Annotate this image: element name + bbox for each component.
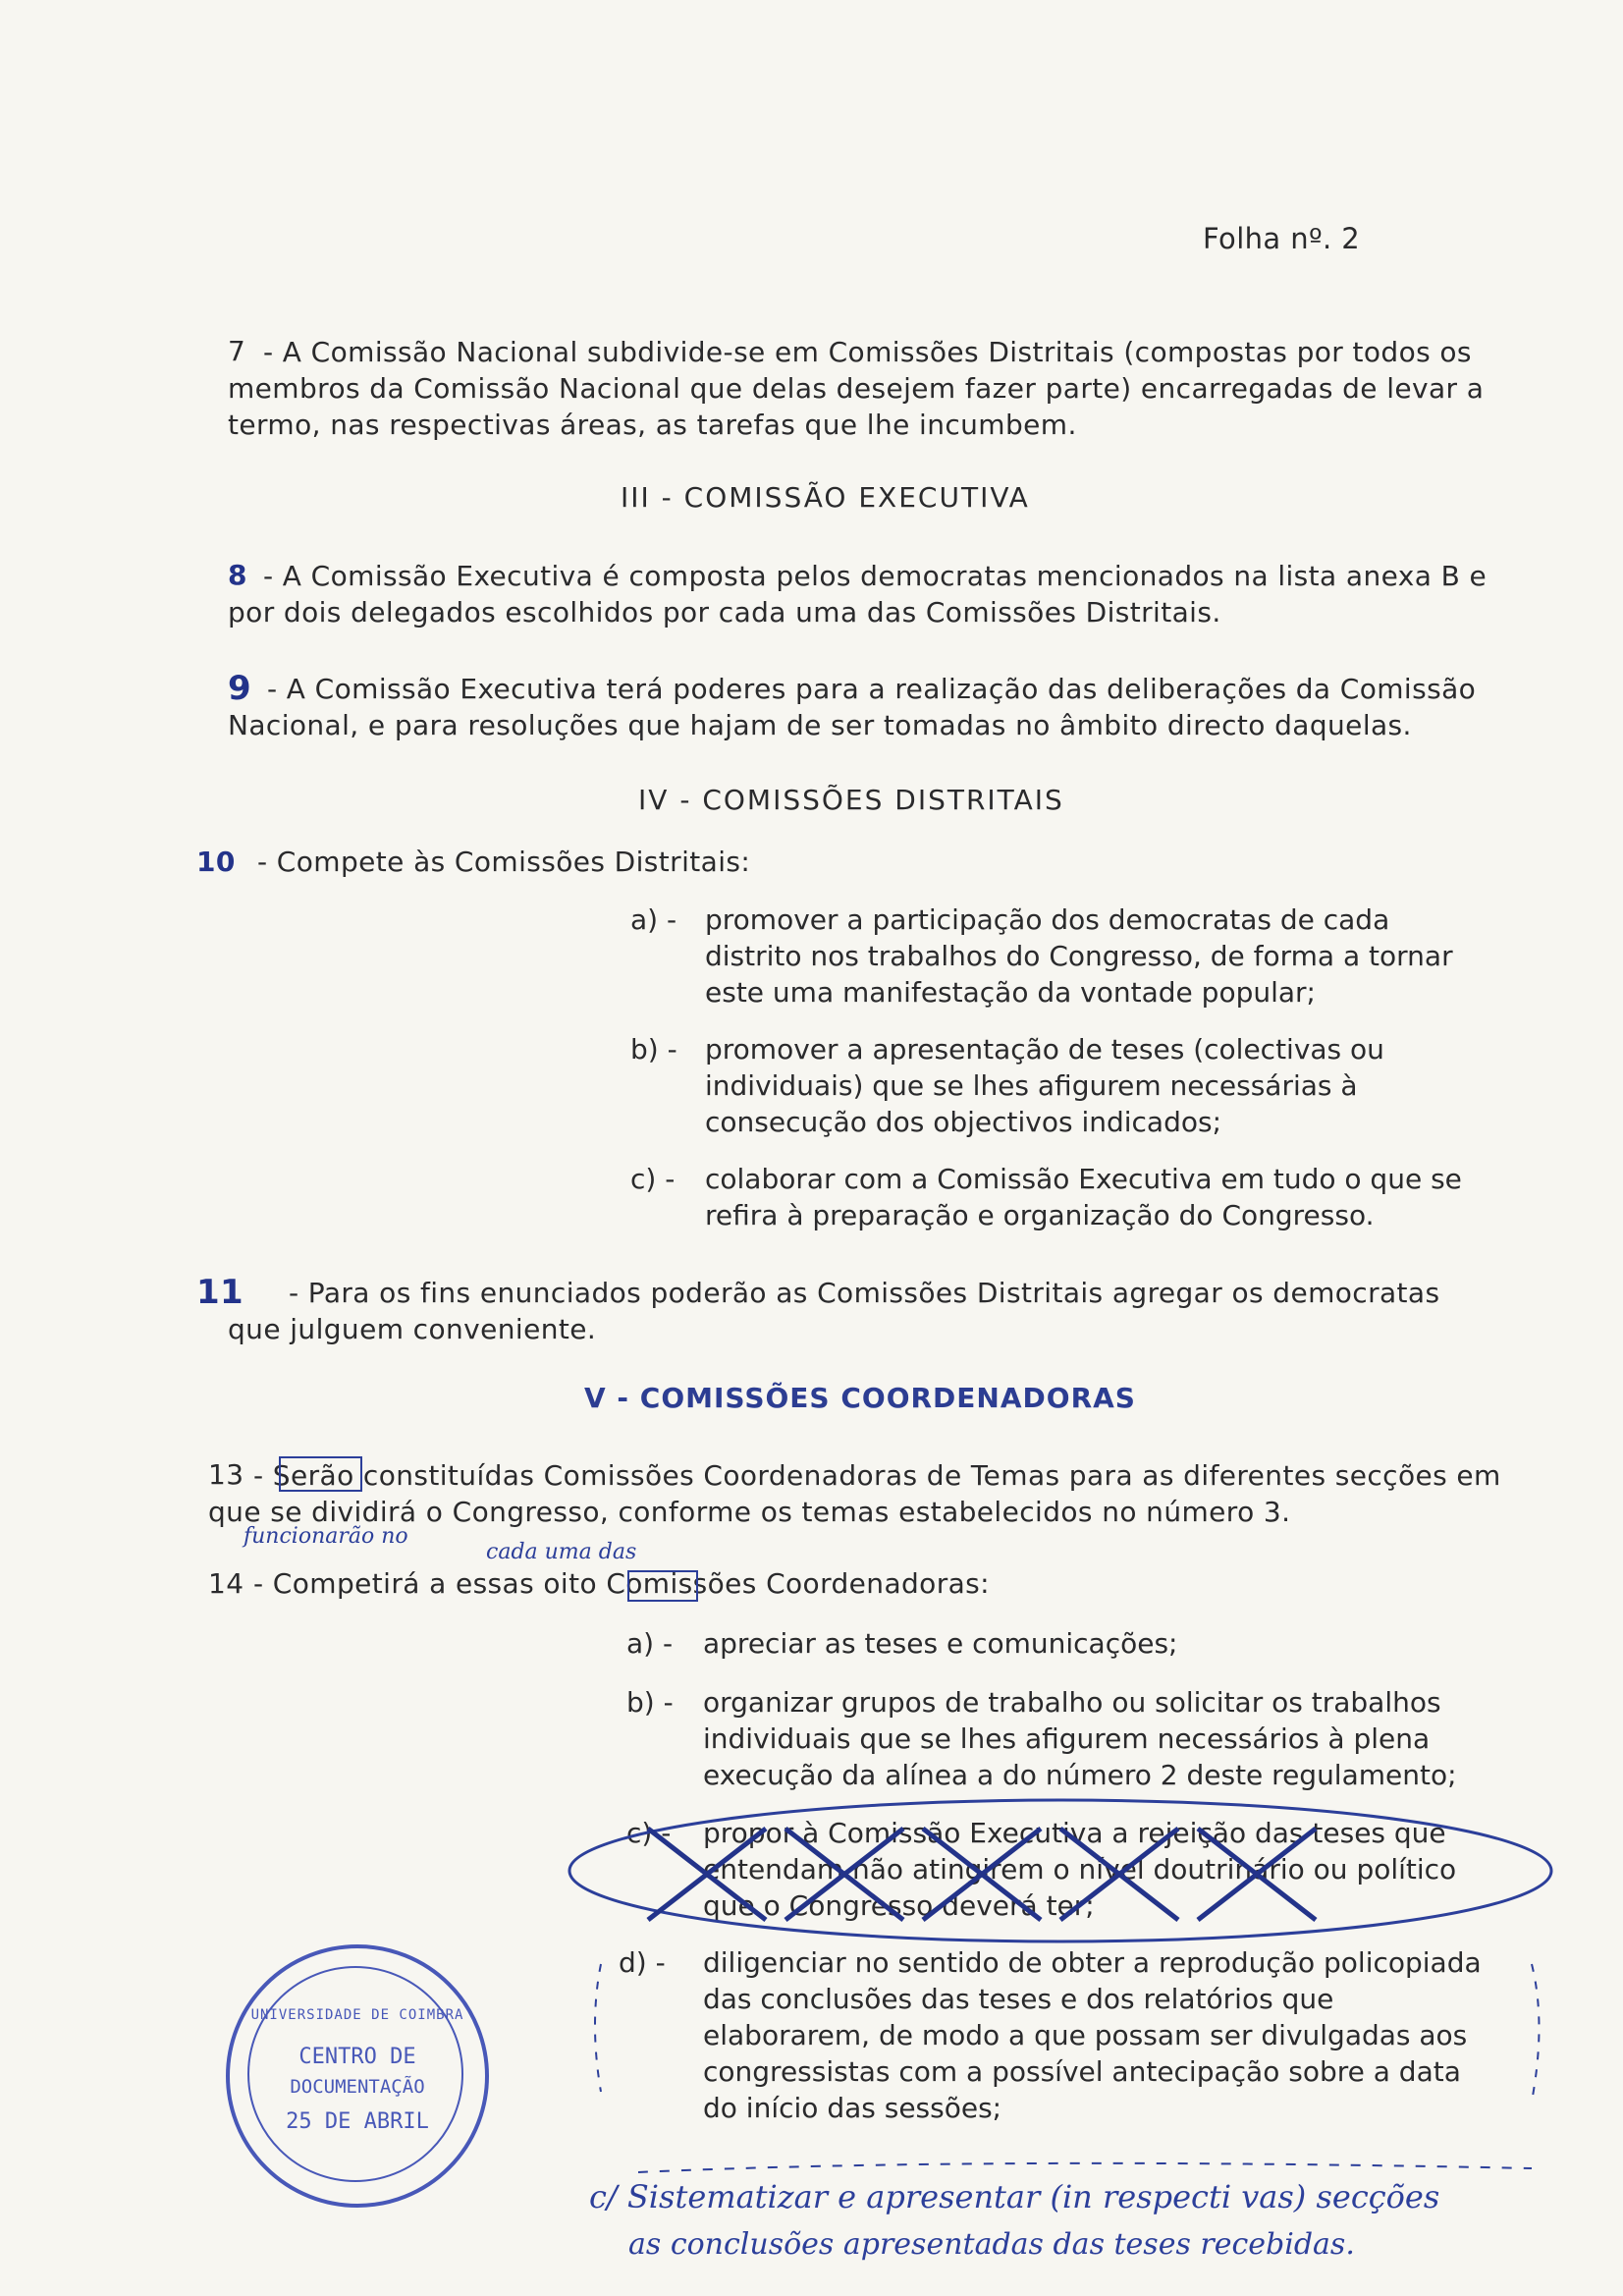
section-14-item-d-text: diligenciar no sentido de obter a reprodução policopiada das conclusões das teses e dos relatórios que elaborarem, de modo a que possam ser divulgadas aos congressistas com a possível antecipação sobre a data do início das sessões; [703,1946,1482,2124]
section-10-item-a-label: a) - [630,903,677,936]
section-14-item-c-label: c) - [626,1817,672,1849]
strike-cross-marks [648,1829,1316,1920]
box-mark-14 [628,1571,697,1601]
heading-comissoes-distritais: IV - COMISSÕES DISTRITAIS [638,784,1064,816]
heading-comissoes-coordenadoras: V - COMISSÕES COORDENADORAS [584,1382,1136,1414]
section-7-number: 7 [228,335,246,367]
handwritten-cada-uma-das: cada uma das [486,1540,637,1564]
stamp-ring-text: UNIVERSIDADE DE COIMBRA [250,2007,464,2023]
section-11-number: 11 [196,1273,244,1312]
handwritten-funcionarao: funcionarão no [243,1524,408,1549]
section-10-intro: - Compete às Comissões Distritais: [257,846,751,878]
section-14-item-c-text: propor à Comissão Executiva a rejeição das teses que entendam não atingirem o nível doutrinário ou político que o Congresso deverá ter; [703,1817,1457,1922]
section-14-item-a-label: a) - [626,1627,674,1660]
section-7-text: - A Comissão Nacional subdivide-se em Comissões Distritais (compostas por todos os membros da Comissão Nacional que delas desejem fazer parte) encarregadas de levar a termo, nas respectivas áreas, as tarefas que lhe incumbem. [228,336,1485,441]
stamp-line-3: 25 DE ABRIL [286,2109,429,2134]
heading-comissao-executiva: III - COMISSÃO EXECUTIVA [621,481,1030,514]
section-10-item-c-text: colaborar com a Comissão Executiva em tudo o que se refira à preparação e organização do Congresso. [705,1163,1462,1231]
section-8-text: - A Comissão Executiva é composta pelos democratas mencionados na lista anexa B e por dois delegados escolhidos por cada uma das Comissões Distritais. [228,560,1488,629]
stamp-line-2: DOCUMENTAÇÃO [290,2076,425,2098]
section-10-item-b-label: b) - [630,1033,677,1066]
section-14-item-b-label: b) - [626,1686,674,1719]
section-10-item-a-text: promover a participação dos democratas de cada distrito nos trabalhos do Congresso, de forma a tornar este uma manifestação da vontade popular; [705,903,1453,1009]
handwritten-bottom-line-2: as conclusões apresentadas das teses recebidas. [628,2227,1355,2262]
section-9-text: - A Comissão Executiva terá poderes para a realização das deliberações da Comissão Nacional, e para resoluções que hajam de ser tomadas no âmbito directo daquelas. [228,673,1477,741]
strike-ellipse-item-c [569,1800,1551,1941]
section-13-text: - Serão constituídas Comissões Coordenadoras de Temas para as diferentes secções em que se dividirá o Congresso, conforme os temas estabelecidos no número 3. [208,1459,1501,1528]
section-10-item-c-label: c) - [630,1163,676,1195]
section-14-item-a-text: apreciar as teses e comunicações; [703,1627,1178,1660]
section-13-number: 13 [208,1458,244,1491]
dashed-line-bottom [638,2163,1532,2172]
section-9-number: 9 [228,669,252,708]
archive-stamp [226,1944,489,2208]
section-10-item-b-text: promover a apresentação de teses (colectivas ou individuais) que se lhes afigurem necessárias à consecução dos objectivos indicados; [705,1033,1384,1138]
section-14-number: 14 [208,1567,244,1600]
section-11-text: - Para os fins enunciados poderão as Comissões Distritais agregar os democratas que julguem conveniente. [228,1277,1440,1345]
page-label: Folha nº. 2 [1203,222,1361,255]
box-mark-13 [280,1457,361,1491]
section-8-number: 8 [228,559,247,591]
bracket-marks-item-d [595,1964,1540,2102]
section-14-item-b-text: organizar grupos de trabalho ou solicitar os trabalhos individuais que se lhes afigurem necessários à plena execução da alínea a do número 2 deste regulamento; [703,1686,1457,1791]
stamp-line-1: CENTRO DE [298,2045,416,2069]
section-14-item-d-label: d) - [619,1946,666,1979]
handwritten-bottom-line-1: c/ Sistematizar e apresentar (in respecti vas) secções [589,2178,1440,2215]
stamp-inner-ring [247,1966,463,2182]
section-14-intro: - Competirá a essas oito Comissões Coordenadoras: [253,1567,991,1600]
section-10-number: 10 [196,846,236,878]
